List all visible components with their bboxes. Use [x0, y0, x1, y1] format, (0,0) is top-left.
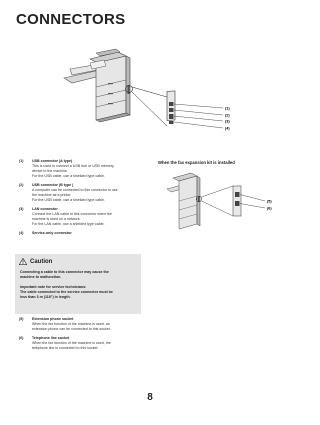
description-line: A computer can be connected to this connector to use [32, 188, 118, 192]
page-number: 8 [147, 392, 153, 403]
connector-list [19, 159, 157, 240]
list-item [19, 336, 157, 351]
item-description [32, 188, 157, 203]
fax-figure-title: When the fax expansion kit is installed [158, 160, 235, 165]
fax-copier-illustration [165, 168, 280, 240]
item-number: (5) [19, 317, 24, 321]
callout-5: (5) [267, 199, 272, 204]
caution-line: The cable connected to the service connector must be [20, 290, 113, 294]
item-label: USB connector (B type ) [32, 183, 74, 187]
item-number: (3) [19, 207, 24, 211]
page-title: CONNECTORS [16, 11, 126, 28]
description-line: telephone line is connected to this socket. [32, 346, 99, 350]
caution-line: machine to malfunction. [20, 275, 62, 279]
item-number: (1) [19, 159, 24, 163]
description-line: Connect the LAN cable to this connector when the [32, 212, 112, 216]
item-description [32, 341, 157, 351]
warning-icon [19, 258, 27, 265]
list-item [19, 207, 157, 227]
socket-list [19, 317, 157, 355]
callout-1: (1) [225, 106, 230, 111]
item-number: (2) [19, 183, 24, 187]
callout-4: (4) [225, 126, 230, 131]
list-item [19, 317, 157, 332]
list-item [19, 159, 157, 179]
description-line: the machine as a printer. [32, 193, 72, 197]
description-line: For the USB cable, use a shielded type cable. [32, 174, 105, 178]
description-line: This is used to connect a USB hub or USB memory [32, 164, 114, 168]
caution-text [20, 270, 138, 300]
item-label: LAN connector [32, 207, 58, 211]
list-item [19, 231, 157, 236]
item-label: USB connector (A type) [32, 159, 73, 163]
description-line: For the USB cable, use a shielded type cable. [32, 198, 105, 202]
item-number: (6) [19, 336, 24, 340]
callout-3: (3) [225, 119, 230, 124]
caution-title: Caution [30, 258, 53, 265]
list-item [19, 183, 157, 203]
item-description [32, 322, 157, 332]
item-description [32, 212, 157, 227]
item-description [32, 164, 157, 179]
copier-illustration [60, 47, 260, 147]
description-line: When the fax function of the machine is used, an [32, 322, 110, 326]
caution-heading [19, 257, 52, 266]
description-line: For the LAN cable, use a shielded type cable. [32, 222, 105, 226]
caution-line: Connecting a cable to this connector may cause the [20, 270, 109, 274]
callout-6: (6) [267, 206, 272, 211]
item-number: (4) [19, 231, 24, 235]
item-label: Extension phone socket [32, 317, 74, 321]
caution-box [15, 254, 141, 314]
caution-line: Important note for service technicians: [20, 285, 87, 289]
item-label: Telephone line socket [32, 336, 70, 340]
description-line: device to the machine. [32, 169, 68, 173]
description-line: When the fax function of the machine is used, the [32, 341, 111, 345]
description-line: machine is used on a network. [32, 217, 81, 221]
caution-line: less than 3 m (118") in length. [20, 295, 71, 299]
item-label: Service-only connector [32, 231, 72, 235]
description-line: extension phone can be connected to this socket. [32, 327, 111, 331]
callout-2: (2) [225, 113, 230, 118]
